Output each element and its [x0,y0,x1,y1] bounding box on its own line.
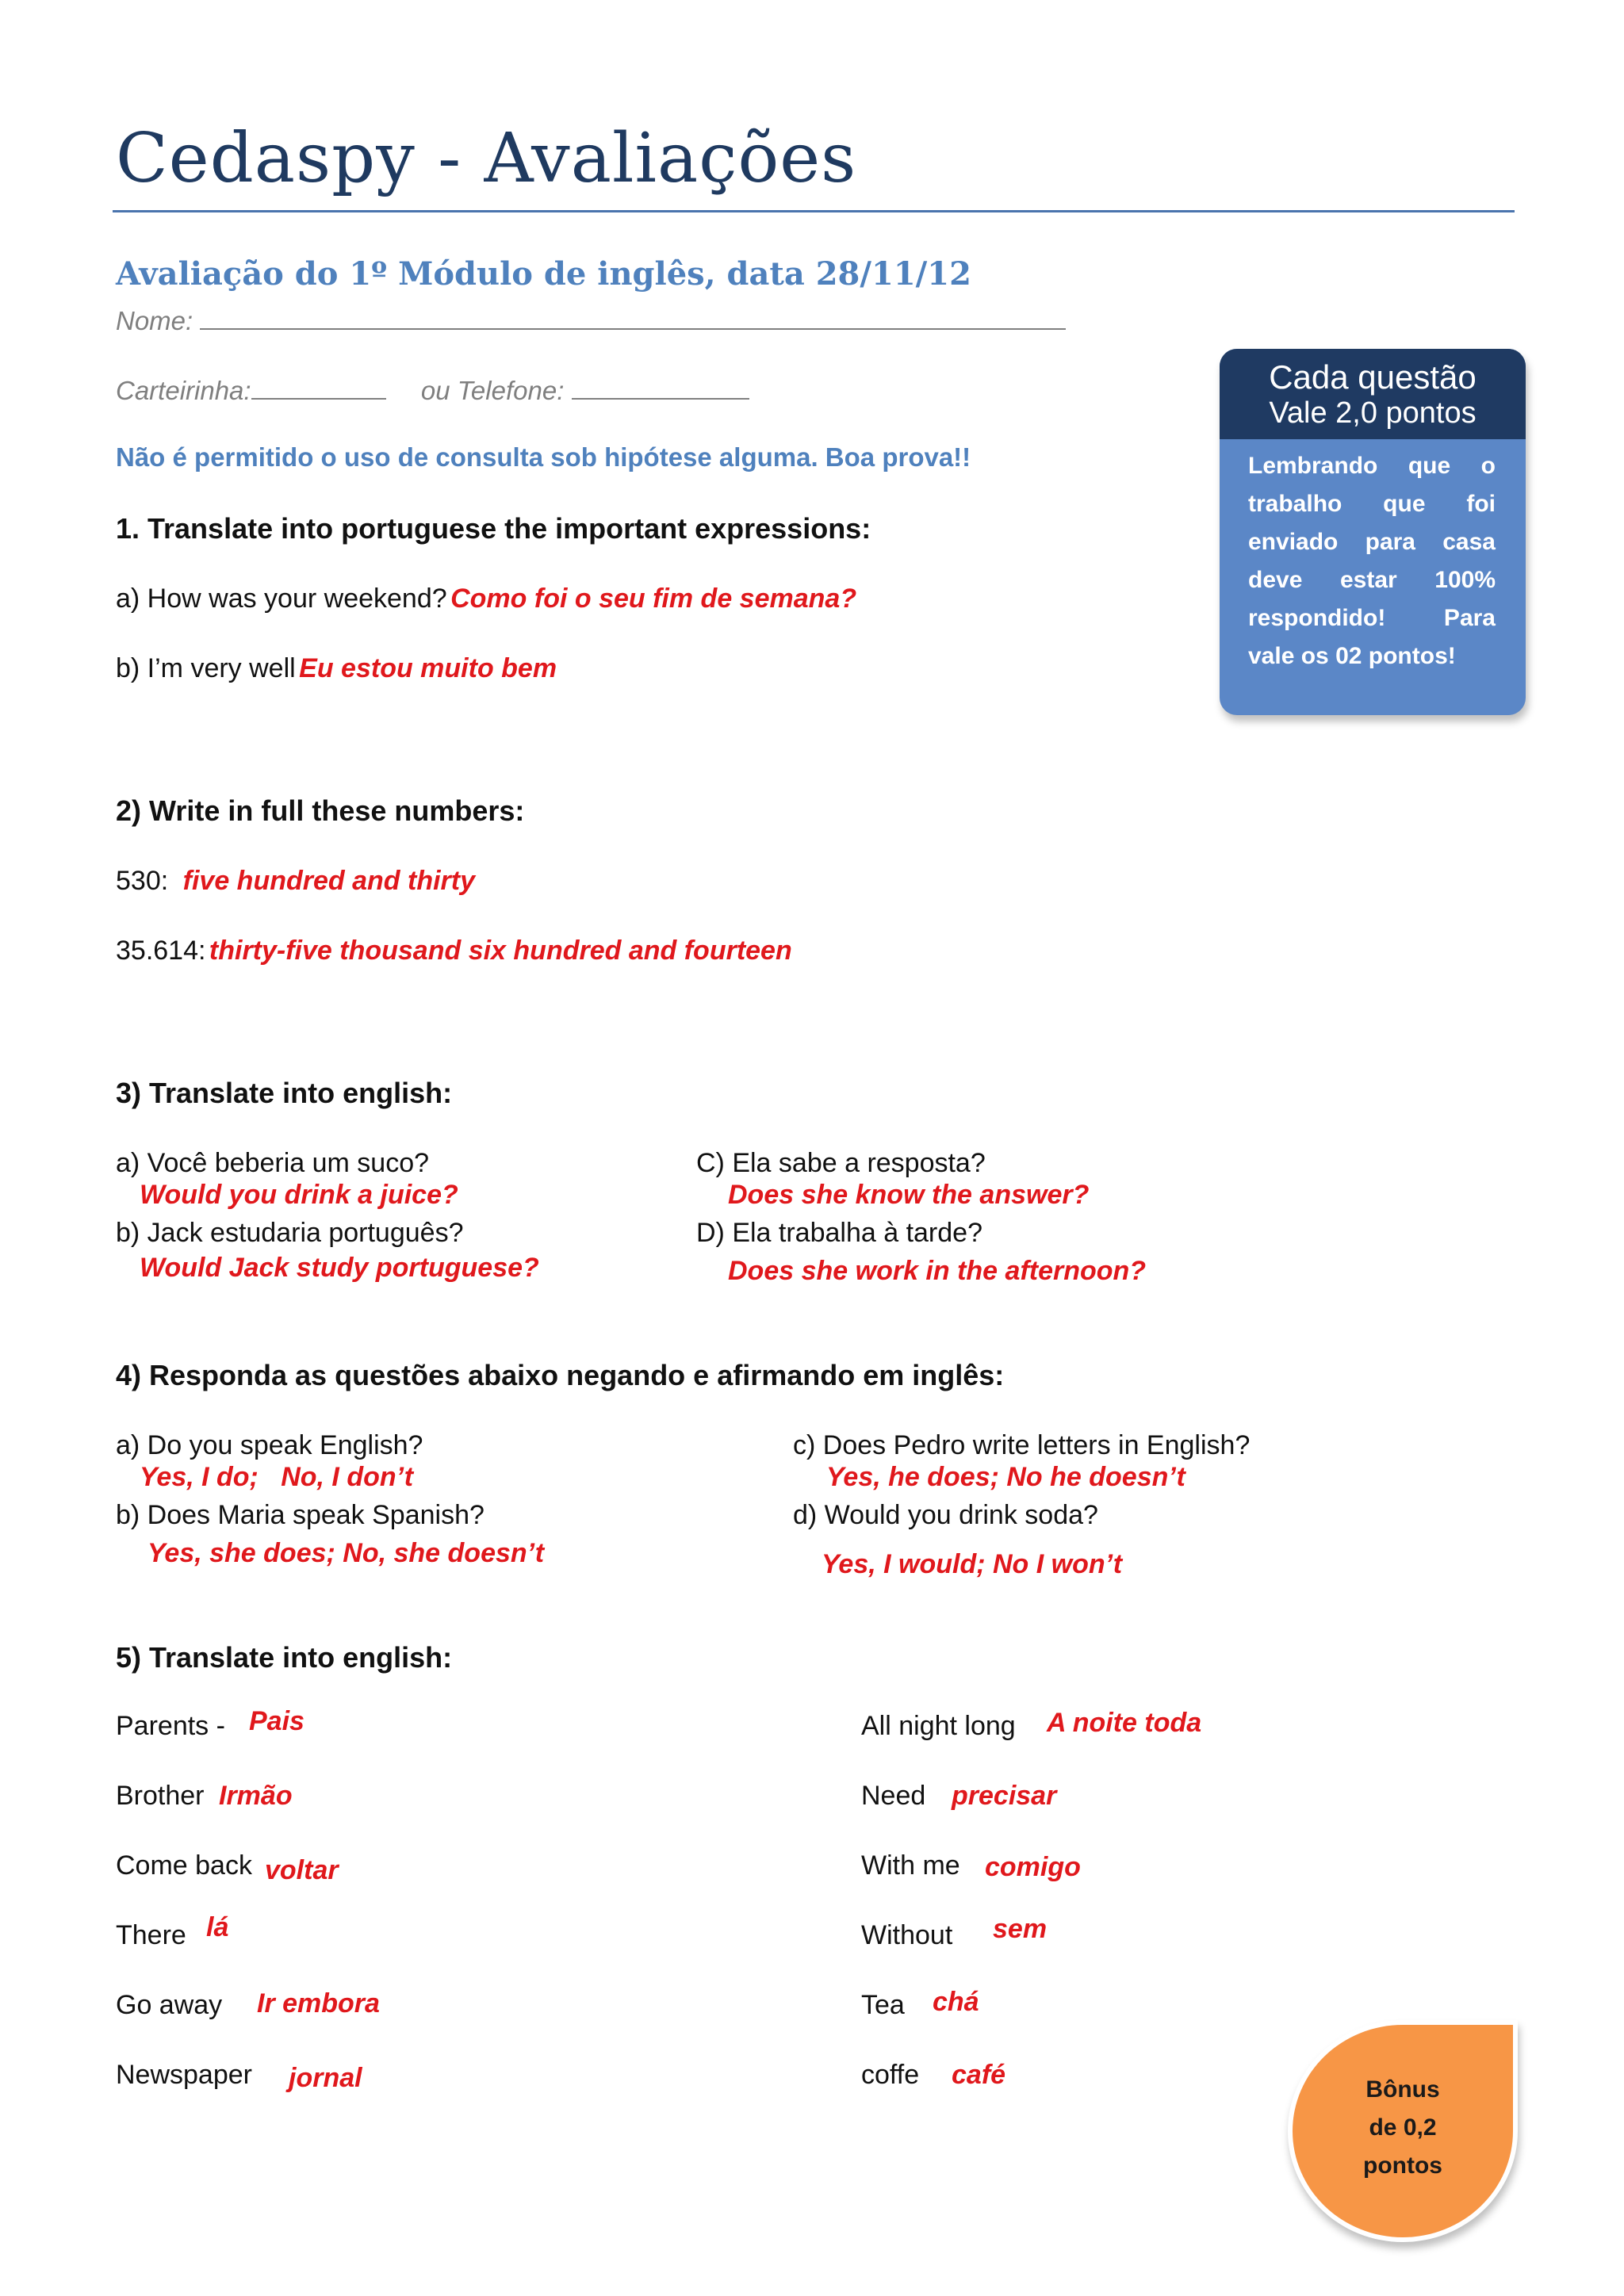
q4-prompt-b: b) Does Maria speak Spanish? [116,1500,485,1530]
question-5-heading: 5) Translate into english: [116,1641,453,1674]
exam-subtitle: Avaliação do 1º Módulo de inglês, data 28/11/12 [116,255,971,293]
q5-right-prompt: coffe [861,2060,920,2090]
bonus-line: Bônus [1365,2076,1440,2103]
q4-answer-a: Yes, I do; No, I don’t [140,1462,414,1492]
q5-right-answer: comigo [985,1852,1081,1882]
q5-left-answer: jornal [289,2063,362,2093]
q4-answer-c: Yes, he does; No he doesn’t [826,1462,1185,1492]
q5-left-prompt: Parents - [116,1711,225,1741]
q5-right-answer: A noite toda [1047,1708,1202,1738]
q4-prompt-d: d) Would you drink soda? [793,1500,1098,1530]
q5-right-prompt: All night long [861,1711,1016,1741]
title-divider [113,210,1515,212]
q4-answer-b: Yes, she does; No, she doesn’t [147,1538,545,1568]
name-field[interactable] [116,304,1066,336]
q2-item-2 [116,936,792,966]
q5-right-prompt: With me [861,1850,960,1881]
question-4-heading: 4) Responda as questões abaixo negando e afirmando em inglês: [116,1359,1005,1391]
q5-left-prompt: There [116,1920,186,1950]
q5-right-prompt: Without [861,1920,953,1950]
phone-label: ou Telefone: [420,376,565,405]
q2-prompt: 35.614: [116,936,206,966]
bonus-line: pontos [1363,2152,1442,2179]
question-3-heading: 3) Translate into english: [116,1077,453,1109]
name-input-line[interactable] [200,304,1066,330]
q2-prompt: 530: [116,866,169,896]
q5-right-answer: sem [993,1914,1048,1944]
q2-item-1 [116,866,475,897]
question-2-heading: 2) Write in full these numbers: [116,794,525,827]
points-info-text: Lembrando que o trabalho que foi enviado para casa deve estar 100% respondido! Para vale os 02 pontos! [1248,453,1496,669]
q5-left-prompt: Come back [116,1850,252,1881]
q5-right-answer: chá [933,1987,979,2017]
q3-answer-c: Does she know the answer? [728,1180,1090,1210]
name-label: Nome: [116,306,193,335]
q1-item-a [116,584,856,614]
q1-prompt: a) How was your weekend? [116,584,447,614]
q1-prompt: b) I’m very well [116,653,296,683]
card-label: Carteirinha: [116,376,251,405]
q5-left-prompt: Brother [116,1781,205,1811]
bonus-badge [1288,2020,1518,2242]
q4-answer-d: Yes, I would; No I won’t [822,1549,1123,1579]
phone-input-line[interactable] [572,374,749,400]
bonus-line: de 0,2 [1369,2114,1437,2141]
q2-answer: thirty-five thousand six hundred and fourteen [209,936,792,966]
q5-left-prompt: Go away [116,1990,223,2020]
q3-prompt-c: C) Ela sabe a resposta? [696,1148,986,1178]
points-info-box [1220,349,1526,715]
q5-right-answer: precisar [952,1781,1057,1811]
q3-prompt-b: b) Jack estudaria português? [116,1218,464,1248]
exam-notice: Não é permitido o uso de consulta sob hipótese alguma. Boa prova!! [116,442,971,472]
q5-left-answer: Pais [249,1706,304,1736]
points-info-title: Cada questão [1269,358,1477,396]
q3-prompt-d: D) Ela trabalha à tarde? [696,1218,982,1248]
q1-answer: Eu estou muito bem [299,653,557,683]
q5-left-answer: Irmão [219,1781,293,1811]
q4-prompt-a: a) Do you speak English? [116,1430,423,1460]
id-fields [116,374,749,406]
card-input-line[interactable] [251,374,386,400]
q3-answer-b: Would Jack study portuguese? [140,1253,539,1283]
bonus-text [1293,2071,1513,2185]
q3-answer-d: Does she work in the afternoon? [728,1256,1147,1286]
q3-answer-a: Would you drink a juice? [140,1180,458,1210]
q5-left-prompt: Newspaper [116,2060,252,2090]
question-1-heading: 1. Translate into portuguese the important expressions: [116,512,871,545]
points-info-header [1220,349,1526,439]
q1-item-b [116,653,557,684]
q5-left-answer: Ir embora [257,1988,380,2019]
q5-right-prompt: Need [861,1781,926,1811]
q5-right-answer: café [952,2060,1006,2090]
q5-right-prompt: Tea [861,1990,905,2020]
points-info-subtitle: Vale 2,0 pontos [1269,396,1477,430]
q1-answer: Como foi o seu fim de semana? [450,584,857,614]
q2-answer: five hundred and thirty [182,866,475,896]
page-title: Cedaspy - Avaliações [116,119,857,198]
q3-prompt-a: a) Você beberia um suco? [116,1148,430,1178]
q5-left-answer: lá [206,1912,229,1942]
q4-prompt-c: c) Does Pedro write letters in English? [793,1430,1251,1460]
q5-left-answer: voltar [265,1855,339,1885]
